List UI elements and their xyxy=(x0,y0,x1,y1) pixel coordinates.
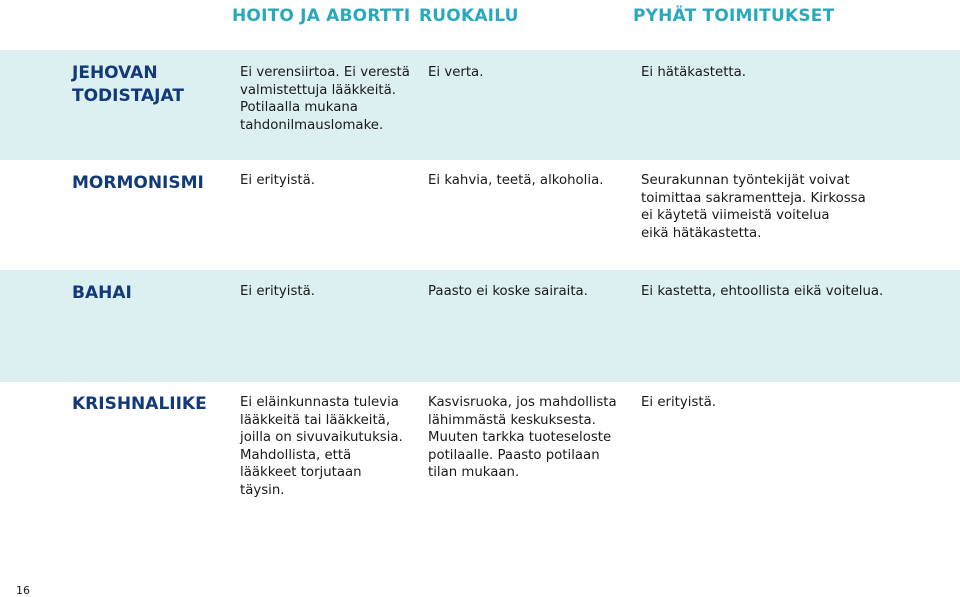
food-cell: Paasto ei koske sairaita. xyxy=(428,284,588,299)
religion-name: KRISHNALIIKE xyxy=(72,394,207,414)
care-cell: Ei erityistä. xyxy=(240,284,315,299)
holy-cell: Seurakunnan työntekijät voivat toimittaa sakramentteja. Kirkossa ei käytetä viimeistä voitelua eikä hätäkastetta. xyxy=(641,173,866,241)
religion-name: BAHAI xyxy=(72,283,132,303)
care-cell: Ei erityistä. xyxy=(240,173,315,188)
holy-cell: Ei hätäkastetta. xyxy=(641,65,746,80)
table-row xyxy=(0,50,960,160)
table-row xyxy=(0,382,960,512)
column-header-holy: PYHÄT TOIMITUKSET xyxy=(633,6,835,26)
holy-cell: Ei erityistä. xyxy=(641,395,716,410)
column-header-care: HOITO JA ABORTTI xyxy=(232,6,411,26)
religion-name: JEHOVAN TODISTAJAT xyxy=(72,63,184,106)
holy-cell: Ei kastetta, ehtoollista eikä voitelua. xyxy=(641,284,884,299)
care-cell: Ei verensiirtoa. Ei verestä valmistettuja lääkkeitä. Potilaalla mukana tahdonilmauslomake. xyxy=(240,65,410,133)
table-row xyxy=(0,160,960,270)
table-row xyxy=(0,270,960,382)
food-cell: Ei verta. xyxy=(428,65,484,80)
page-number: 16 xyxy=(16,584,30,597)
column-header-food: RUOKAILU xyxy=(419,6,519,26)
food-cell: Kasvisruoka, jos mahdollista lähimmästä keskuksesta. Muuten tarkka tuoteseloste potilaalle. Paasto potilaan tilan mukaan. xyxy=(428,395,617,480)
religion-name: MORMONISMI xyxy=(72,173,204,193)
column-header-row xyxy=(0,0,960,50)
food-cell: Ei kahvia, teetä, alkoholia. xyxy=(428,173,604,188)
care-cell: Ei eläinkunnasta tulevia lääkkeitä tai lääkkeitä, joilla on sivuvaikutuksia. Mahdollista, että lääkkeet torjutaan täysin. xyxy=(240,395,403,498)
